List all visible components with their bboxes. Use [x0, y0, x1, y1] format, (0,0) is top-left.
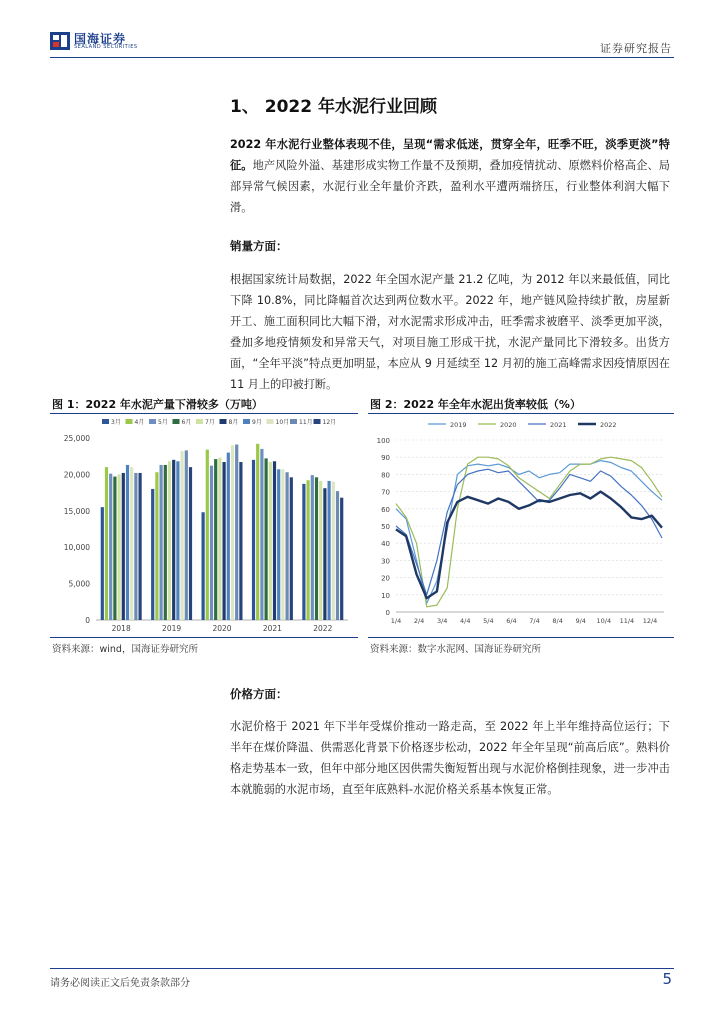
bar: [185, 450, 188, 620]
y-tick-label: 0: [385, 609, 390, 617]
bar: [277, 469, 280, 620]
legend-swatch: [314, 419, 321, 424]
bar: [155, 472, 158, 620]
bar: [109, 474, 112, 620]
bar: [227, 453, 230, 620]
x-tick-label: 2020: [212, 624, 232, 633]
x-tick-label: 3/4: [436, 617, 448, 625]
bar: [139, 473, 142, 620]
y-tick-label: 60: [381, 505, 390, 514]
bar: [235, 445, 238, 620]
bar: [319, 481, 322, 620]
y-tick-label: 0: [85, 616, 90, 625]
logo-mark-icon: [50, 32, 70, 50]
bar: [176, 461, 179, 620]
legend-label: 2022: [600, 421, 617, 429]
bar: [113, 477, 116, 620]
bar: [239, 462, 242, 620]
footer-disclaimer: 请务必阅读正文后免责条款部分: [50, 978, 190, 989]
x-tick-label: 9/4: [575, 617, 586, 625]
series-line: [396, 469, 662, 595]
y-tick-label: 100: [376, 437, 390, 445]
bar: [307, 480, 310, 620]
y-tick-label: 40: [381, 540, 390, 549]
bar: [336, 491, 339, 620]
intro-bold: 2022 年水泥行业整体表现不佳，呈现“需求低迷，贯穿全年，旺季不旺，淡季更淡”特征。: [230, 138, 670, 172]
x-tick-label: 10/4: [596, 617, 612, 625]
figure1-top-rule: [50, 413, 358, 414]
bar: [302, 484, 305, 620]
legend-swatch: [267, 419, 274, 424]
y-tick-label: 50: [381, 523, 390, 531]
legend-label: 4月: [134, 419, 145, 426]
bar: [168, 461, 171, 620]
bar: [273, 461, 276, 620]
y-tick-label: 10,000: [63, 543, 90, 553]
footer-rule: [50, 968, 674, 969]
x-tick-label: 2019: [162, 624, 182, 633]
bar: [269, 462, 272, 620]
bar: [328, 481, 331, 620]
price-paragraph: 水泥价格于 2021 年下半年受煤价推动一路走高，至 2022 年上半年维持高位运行；下半年在煤价降温、供需恶化背景下价格逐步松动，2022 年全年呈现“前高后底”。熟料价格走势基本一致，但年中部分地区因供需失衡短暂出现与水泥价格倒挂现象，进一步冲击本就脆弱的水泥市场，直至年底熟料-水泥价格关系基本恢复正常。: [230, 720, 670, 796]
y-tick-label: 25,000: [63, 434, 90, 443]
figure2-line-chart: [368, 416, 674, 636]
bar: [126, 465, 129, 620]
legend-swatch: [126, 419, 133, 424]
figure1-bar-chart: [50, 416, 358, 636]
bar: [101, 507, 104, 620]
bar: [189, 467, 192, 620]
legend-label: 7月: [205, 419, 215, 426]
figure2-title: 图 2：2022 年全年水泥出货率较低（%）: [370, 398, 581, 411]
bar: [265, 458, 268, 620]
legend-label: 5月: [158, 419, 168, 426]
legend-label: 2020: [500, 421, 517, 429]
bar: [118, 474, 121, 620]
x-tick-label: 5/4: [483, 617, 494, 625]
y-tick-label: 5,000: [68, 579, 90, 589]
bar: [323, 488, 326, 620]
bar: [281, 469, 284, 620]
y-tick-label: 10: [381, 591, 390, 600]
bar: [286, 472, 289, 620]
sales-heading: 销量方面：: [230, 239, 288, 253]
legend-swatch: [173, 419, 180, 424]
bar: [231, 445, 234, 620]
y-tick-label: 15,000: [63, 506, 90, 516]
bar: [332, 482, 335, 620]
legend-label: 8月: [228, 419, 239, 426]
figure1-bottom-rule: [50, 637, 358, 638]
y-tick-label: 90: [381, 454, 390, 463]
bar: [160, 465, 163, 620]
x-tick-label: 1/4: [390, 617, 402, 625]
x-tick-label: 6/4: [506, 617, 517, 625]
figure1-source: 资料来源：wind，国海证券研究所: [52, 644, 198, 655]
figure1-title: 图 1：2022 年水泥产量下滑较多（万吨）: [52, 398, 263, 411]
bar: [260, 449, 263, 620]
bar: [315, 477, 318, 620]
legend-label: 2019: [450, 421, 467, 429]
bar: [340, 498, 343, 620]
intro-text: 地产风险外溢、基建形成实物工作量不及预期，叠加疫情扰动、原燃料价格高企、局部异常气候因素，水泥行业全年量价齐跌，盈利水平遭两端挤压，行业整体利润大幅下滑。: [230, 159, 670, 214]
bar: [311, 475, 314, 620]
legend-swatch: [243, 419, 250, 424]
logo-text-cn: 国海证券: [74, 32, 127, 46]
intro-paragraph: [230, 134, 670, 218]
header-rule: [50, 57, 674, 58]
bar: [210, 466, 213, 620]
sales-paragraph: 根据国家统计局数据，2022 年全国水泥产量 21.2 亿吨，为 2012 年以来最低值，同比下降 10.8%，同比降幅首次达到两位数水平。2022 年，地产链风险持续扩散，房屋新开工、施工面积同比大幅下滑，对水泥需求形成冲击，旺季需求被磨平、淡季更加平淡，叠加多地疫情频发和异常天气，对项目施工形成干扰，水泥产量同比下滑较多。出货方面，“全年平淡”特点更加明显，本应从 9 月延续至 12 月初的施工高峰需求因疫情原因在 11 月上的印被打断。: [230, 273, 670, 391]
x-tick-label: 2021: [262, 624, 282, 633]
logo-text-en: SEALAND SECURITIES: [74, 44, 138, 50]
legend-swatch: [196, 419, 203, 424]
x-tick-label: 8/4: [552, 617, 563, 625]
legend-label: 6月: [181, 419, 192, 426]
figure2-top-rule: [368, 413, 674, 414]
figure2-bottom-rule: [368, 637, 674, 638]
x-tick-label: 11/4: [619, 617, 635, 625]
legend-swatch: [220, 419, 227, 424]
legend-label: 3月: [111, 419, 121, 426]
x-tick-label: 2022: [313, 624, 333, 633]
x-tick-label: 2/4: [413, 617, 425, 625]
x-tick-label: 7/4: [529, 617, 540, 625]
x-tick-label: 4/4: [460, 617, 471, 625]
y-tick-label: 20: [381, 574, 390, 583]
legend-swatch: [102, 419, 109, 424]
x-tick-label: 12/4: [642, 617, 658, 625]
bar: [164, 465, 167, 620]
bar: [206, 450, 209, 620]
page-number: 5: [662, 970, 672, 988]
bar: [223, 462, 226, 620]
logo: [50, 30, 170, 52]
bar: [151, 489, 154, 620]
report-type: 证券研究报告: [600, 42, 672, 55]
section-title: 1、 2022 年水泥行业回顾: [230, 97, 437, 117]
bar: [134, 473, 137, 620]
y-tick-label: 30: [381, 557, 390, 566]
bar: [130, 467, 133, 620]
bar: [256, 444, 259, 620]
bar: [214, 459, 217, 620]
legend-swatch: [290, 419, 297, 424]
bar: [105, 467, 108, 620]
bar: [172, 460, 175, 620]
y-tick-label: 20,000: [63, 470, 90, 480]
x-tick-label: 2018: [111, 624, 131, 633]
figure2-source: 资料来源：数字水泥网、国海证券研究所: [370, 644, 542, 655]
bar: [122, 473, 125, 620]
legend-label: 12月: [322, 419, 337, 426]
series-line: [396, 461, 662, 604]
bar: [181, 451, 184, 620]
y-tick-label: 80: [381, 471, 390, 480]
bar: [290, 477, 293, 620]
bar: [252, 460, 255, 620]
legend-label: 11月: [299, 419, 313, 426]
bar: [218, 458, 221, 620]
legend-label: 2021: [550, 421, 567, 429]
legend-label: 10月: [275, 419, 290, 426]
legend-swatch: [149, 419, 156, 424]
legend-label: 9月: [252, 419, 262, 426]
y-tick-label: 70: [381, 488, 390, 497]
price-heading: 价格方面：: [230, 687, 288, 701]
bar: [202, 512, 205, 620]
